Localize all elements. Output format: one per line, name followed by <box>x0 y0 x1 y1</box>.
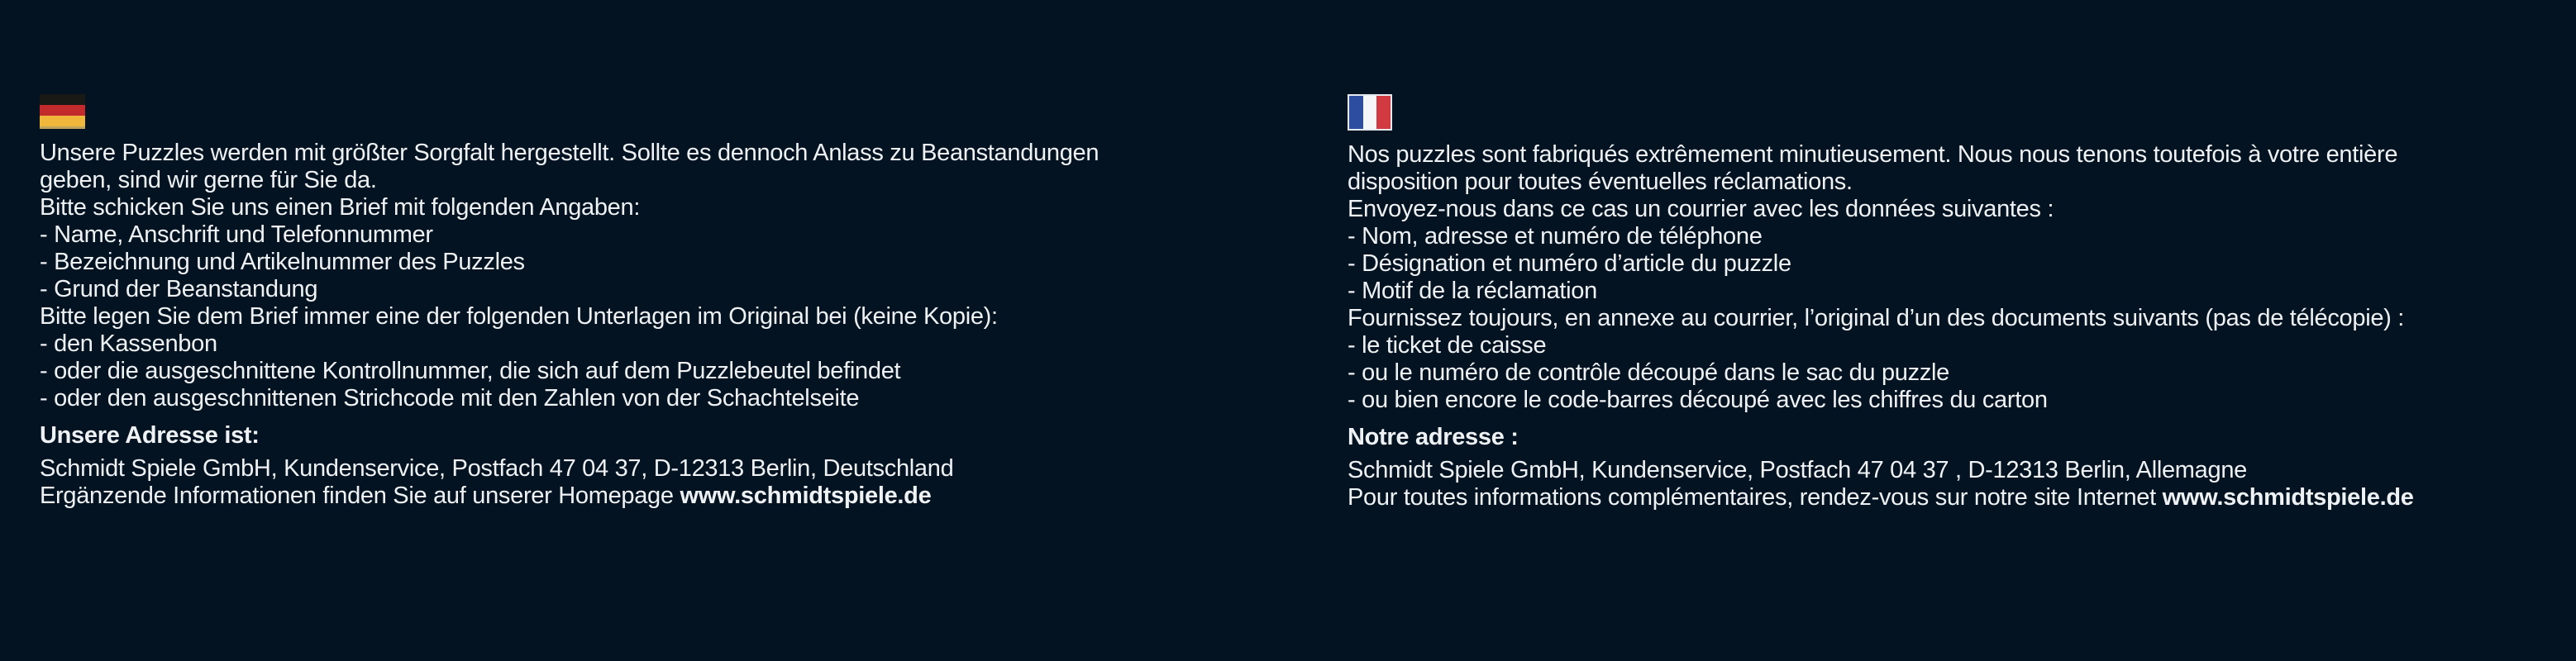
flag-stripe-white <box>1363 96 1377 129</box>
address-line: Schmidt Spiele GmbH, Kundenservice, Postfach 47 04 37, D-12313 Berlin, Deutschland <box>40 455 954 482</box>
homepage-text: Pour toutes informations complémentaires, rendez-vous sur notre site Internet <box>1348 484 2163 511</box>
list-item: - Motif de la réclamation <box>1348 278 1597 304</box>
instruction-line: Bitte schicken Sie uns einen Brief mit folgenden Angaben: <box>40 194 641 221</box>
address-line: Schmidt Spiele GmbH, Kundenservice, Postfach 47 04 37 , D-12313 Berlin, Allemagne <box>1348 457 2247 483</box>
homepage-line <box>1348 484 2571 511</box>
list-item: - Nom, adresse et numéro de téléphone <box>1348 223 1763 250</box>
germany-flag-icon <box>40 94 85 129</box>
intro-line: Unsere Puzzles werden mit größter Sorgfalt hergestellt. Sollte es dennoch Anlass zu Beanstandungen <box>40 140 1100 166</box>
address-heading: Notre adresse : <box>1348 424 1519 450</box>
homepage-url: www.schmidtspiele.de <box>680 483 932 509</box>
flag-stripe-black <box>40 94 85 105</box>
intro-line: geben, sind wir gerne für Sie da. <box>40 167 377 193</box>
instruction-line: Fournissez toujours, en annexe au courrier, l’original d’un des documents suivants (pas de télécopie) : <box>1348 305 2405 331</box>
list-item: - Grund der Beanstandung <box>40 276 318 302</box>
list-item: - den Kassenbon <box>40 330 217 357</box>
homepage-url: www.schmidtspiele.de <box>2162 484 2414 511</box>
address-heading: Unsere Adresse ist: <box>40 422 260 449</box>
list-item: - Name, Anschrift und Telefonnummer <box>40 221 433 248</box>
flag-stripe-red <box>1376 96 1391 129</box>
list-item: - Désignation et numéro d’article du puzzle <box>1348 250 1791 277</box>
homepage-line <box>40 483 1313 510</box>
list-item: - oder die ausgeschnittene Kontrollnummer, die sich auf dem Puzzlebeutel befindet <box>40 358 901 384</box>
instruction-line: Bitte legen Sie dem Brief immer eine der folgenden Unterlagen im Original bei (keine Kopie): <box>40 303 998 330</box>
list-item: - ou bien encore le code-barres découpé avec les chiffres du carton <box>1348 387 2048 413</box>
list-item: - le ticket de caisse <box>1348 332 1547 359</box>
list-item: - Bezeichnung und Artikelnummer des Puzzles <box>40 249 525 275</box>
france-flag-icon <box>1348 94 1392 131</box>
homepage-text: Ergänzende Informationen finden Sie auf unserer Homepage <box>40 483 680 509</box>
list-item: - oder den ausgeschnittenen Strichcode mit den Zahlen von der Schachtelseite <box>40 385 860 411</box>
flag-stripe-red <box>40 105 85 116</box>
list-item: - ou le numéro de contrôle découpé dans le sac du puzzle <box>1348 359 1950 386</box>
intro-line: Nos puzzles sont fabriqués extrêmement minutieusement. Nous nous tenons toutefois à votre entière <box>1348 141 2398 168</box>
flag-stripe-blue <box>1349 96 1363 129</box>
flag-stripe-gold <box>40 116 85 126</box>
section-german <box>40 94 1313 510</box>
section-french <box>1348 94 2571 511</box>
instruction-line: Envoyez-nous dans ce cas un courrier avec les données suivantes : <box>1348 196 2054 222</box>
intro-line: disposition pour toutes éventuelles réclamations. <box>1348 169 1853 195</box>
